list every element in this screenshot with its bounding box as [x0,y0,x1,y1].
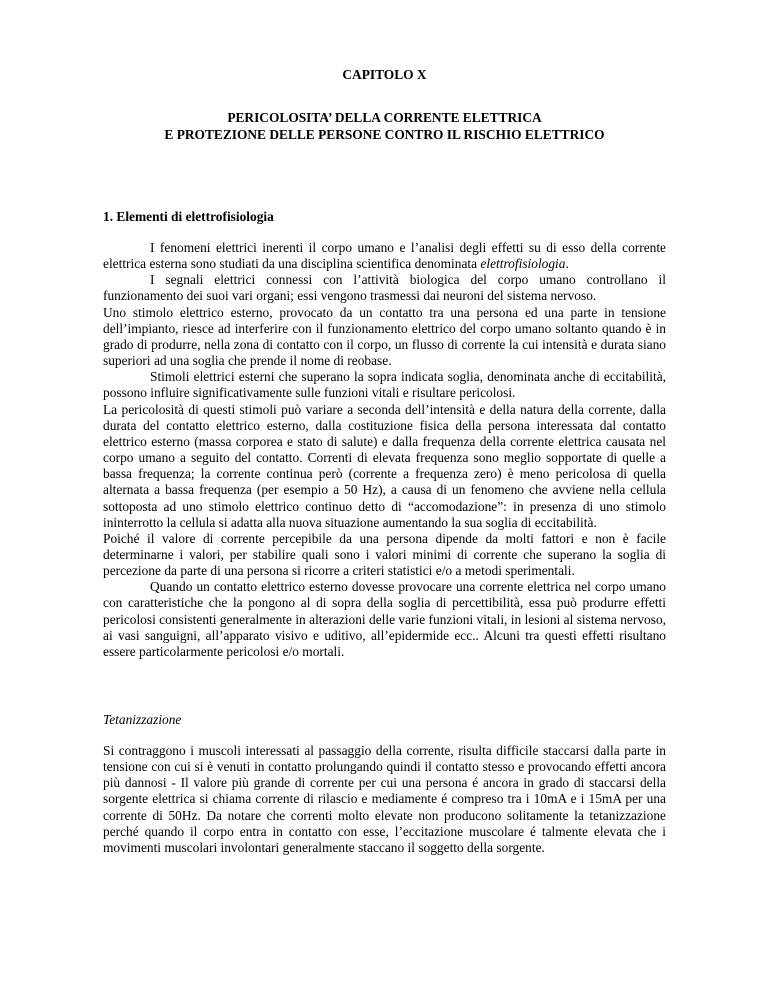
section-body-tetanizzazione [103,743,666,856]
document-title [103,110,666,143]
paragraph-1 [103,240,666,272]
paragraph-4: Stimoli elettrici esterni che superano la sopra indicata soglia, denominata anche di eccitabilità, possono influire significativamente sulle funzioni vitali e risultare pericolosi. [103,369,666,401]
paragraph-7: Quando un contatto elettrico esterno dovesse provocare una corrente elettrica nel corpo umano con caratteristiche che la pongono al di sopra della soglia di percettibilità, essa può produrre effetti pericolosi consistenti generalmente in alterazioni delle varie funzioni vitali, in lesioni al sistema nervoso, ai vasi sanguigni, all’apparato visivo e uditivo, all’epidermide ecc.. Alcuni tra questi effetti risultano essere particolarmente pericolosi e/o mortali. [103,579,666,659]
title-line-1: PERICOLOSITA’ DELLA CORRENTE ELETTRICA [227,110,542,125]
paragraph-2: I segnali elettrici connessi con l’attività biologica del corpo umano controllano il funzionamento dei suoi vari organi; essi vengono trasmessi dai neuroni del sistema nervoso. [103,272,666,304]
paragraph-3: Uno stimolo elettrico esterno, provocato da un contatto tra una persona ed una parte in tensione dell’impianto, riesce ad interferire con il funzionamento elettrico del corpo umano soltanto quando è in grado di produrre, nella zona di contatto con il corpo, un flusso di corrente la cui intensità e durata siano superiori ad una soglia che prende il nome di reobase. [103,304,666,369]
chapter-heading: CAPITOLO X [342,67,427,82]
section-heading-elettrofisiologia: 1. Elementi di elettrofisiologia [103,209,274,224]
paragraph-5: La pericolosità di questi stimoli può variare a seconda dell’intensità e della natura della corrente, dalla durata del contatto elettrico esterno, dalla costituzione fisica della persona interessata dal contatto elettrico esterno (massa corporea e stato di salute) e dalla frequenza della corrente elettrica causata nel corpo umano a seguito del contatto. Correnti di elevata frequenza sono meglio sopportate di quelle a bassa frequenza; la corrente continua però (corrente a frequenza zero) è meno pericolosa di quella alternata a bassa frequenza (per esempio a 50 Hz), a causa di un fenomeno che avviene nella cellula sottoposta ad uno stimolo elettrico continuo detto di “accomodazione”: in presenza di uno stimolo ininterrotto la cellula si adatta alla nuova situazione aumentando la sua soglia di eccitabilità. [103,401,666,530]
paragraph-6: Poiché il valore di corrente percepibile da una persona dipende da molti fattori e non è facile determinarne i valori, per stabilire quali sono i valori minimi di corrente che superano la soglia di percezione da parte di una persona si ricorre a criteri statistici e/o a metodi sperimentali. [103,530,666,579]
paragraph-1-text: I fenomeni elettrici inerenti il corpo umano e l’analisi degli effetti su di esso della corrente elettrica esterna sono studiati da una disciplina scientifica denominata [103,240,666,272]
title-line-2: E PROTEZIONE DELLE PERSONE CONTRO IL RISCHIO ELETTRICO [164,126,605,142]
term-elettrofisiologia: elettrofisiologia [480,256,566,272]
subheading-tetanizzazione: Tetanizzazione [103,712,182,727]
section-body-elettrofisiologia [103,240,666,660]
paragraph-1-end: . [565,256,569,272]
paragraph-tetanizzazione: Si contraggono i muscoli interessati al passaggio della corrente, risulta difficile staccarsi dalla parte in tensione con cui si è venuti in contatto prolungando quindi il contatto stesso e provocando effetti ancora più dannosi - Il valore più grande di corrente per cui una persona é ancora in grado di staccarsi della sorgente elettrica si chiama corrente di rilascio e mediamente é compreso tra i 10mA e i 15mA per una corrente di 50Hz. Da notare che correnti molto elevate non producono solitamente la tetanizzazione perché quando il corpo entra in contatto con esse, l’eccitazione muscolare é talmente elevata che i movimenti muscolari involontari generalmente staccano il soggetto della sorgente. [103,743,666,855]
